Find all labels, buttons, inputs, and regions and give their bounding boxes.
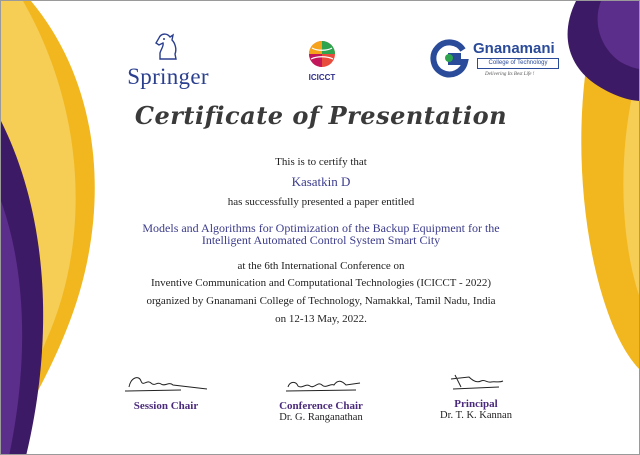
paper-title-line-2: Intelligent Automated Control System Smart City xyxy=(201,233,441,247)
springer-logo xyxy=(113,27,223,90)
certify-line: This is to certify that xyxy=(275,156,367,168)
session-chair-signature xyxy=(121,371,211,395)
springer-wordmark: Springer xyxy=(127,64,209,89)
principal-name: Dr. T. K. Kannan xyxy=(440,410,512,421)
conference-chair-name: Dr. G. Ranganathan xyxy=(279,412,363,423)
conference-line-1: at the 6th International Conference on xyxy=(237,260,405,272)
principal-signature xyxy=(441,369,511,393)
icicct-logo xyxy=(299,39,345,82)
recipient-name: Kasatkin D xyxy=(291,174,351,189)
conference-chair-block xyxy=(256,373,386,423)
conference-chair-signature xyxy=(276,373,366,395)
date-line: on 12-13 May, 2022. xyxy=(275,313,367,325)
gnanamani-logo xyxy=(429,38,589,88)
conference-chair-label: Conference Chair xyxy=(279,400,363,412)
gnanamani-wordmark: Gnanamani xyxy=(473,40,555,57)
session-chair-block xyxy=(111,371,221,412)
presented-line: has successfully presented a paper entitled xyxy=(227,196,415,208)
paper-title-line-1: Models and Algorithms for Optimization of the Backup Equipment for the xyxy=(142,221,500,235)
globe-icon xyxy=(305,39,339,69)
session-chair-label: Session Chair xyxy=(133,400,199,412)
principal-label: Principal xyxy=(454,398,498,410)
icicct-wordmark: ICICCT xyxy=(308,73,336,82)
gnanamani-emblem-icon xyxy=(429,38,469,78)
organizer-line: organized by Gnanamani College of Technology, Namakkal, Tamil Nadu, India xyxy=(146,295,496,307)
principal-block xyxy=(421,369,531,421)
gnanamani-tagline: Delivering Its Best Life ! xyxy=(485,72,535,77)
knight-chess-icon xyxy=(151,27,185,61)
conference-line-2: Inventive Communication and Computational Technologies (ICICCT - 2022) xyxy=(150,277,492,289)
gnanamani-subtitle: College of Technology xyxy=(477,58,559,69)
certificate-title: Certificate of Presentation xyxy=(134,101,508,130)
